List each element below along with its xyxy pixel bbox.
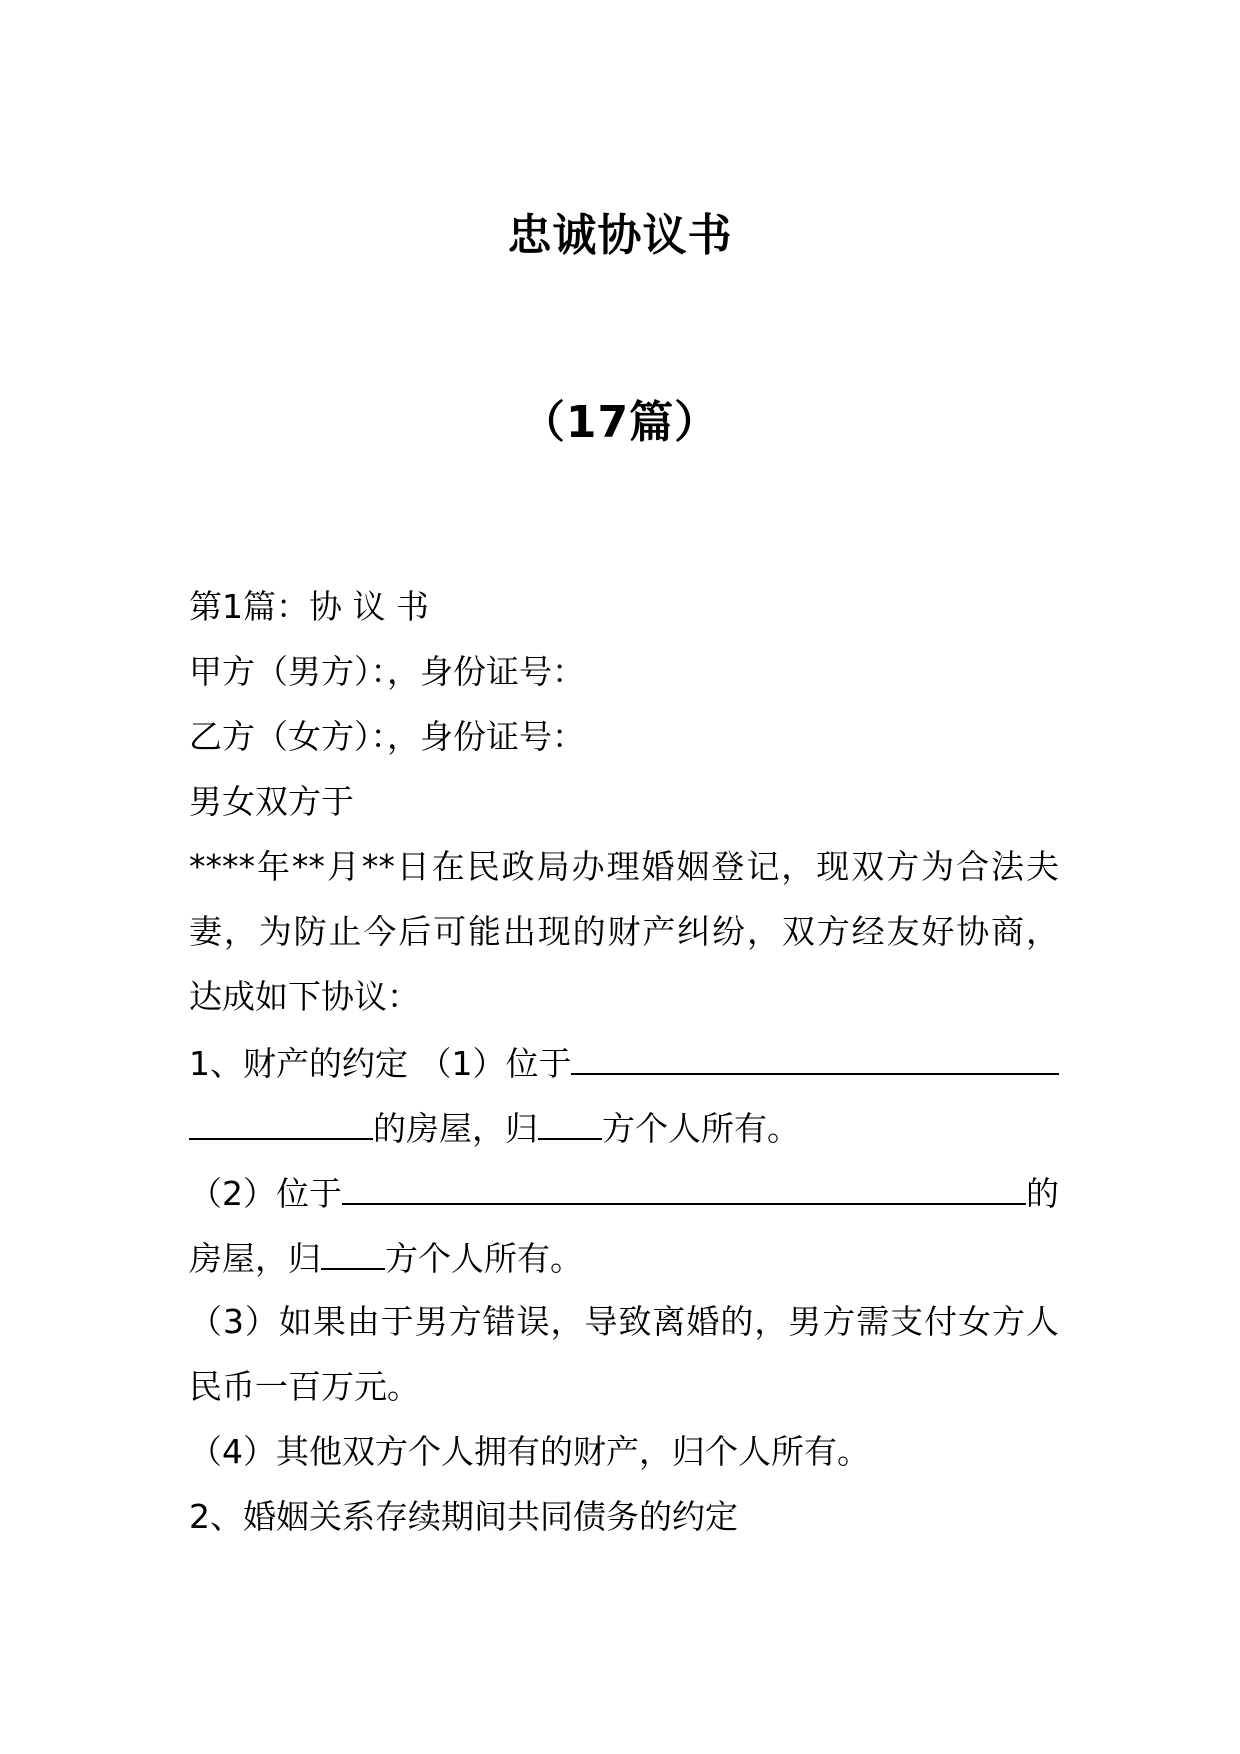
chapter-heading: 第1篇：协 议 书	[189, 587, 429, 626]
item1-cont-end: 方个人所有。	[602, 1109, 800, 1148]
item2-intro: （2）位于	[189, 1174, 342, 1213]
item2-cont: 房屋，归	[189, 1239, 321, 1278]
blank-underline	[342, 1159, 1026, 1205]
section2-heading: 2、婚姻关系存续期间共同债务的约定	[189, 1497, 738, 1536]
item1-cont: 的房屋，归	[373, 1109, 538, 1148]
blank-underline	[538, 1094, 602, 1140]
item1-intro: 1、财产的约定 （1）位于	[189, 1044, 572, 1083]
document-subtitle: （17篇）	[520, 397, 720, 448]
blank-underline	[571, 1029, 1059, 1075]
item3-continuation-line: 民币一百万元。	[189, 1367, 420, 1406]
item2-cont-end: 方个人所有。	[385, 1239, 583, 1278]
paragraph-line: ****年**月**日在民政局办理婚姻登记，现双方为合法夫	[189, 847, 1059, 886]
blank-underline	[189, 1094, 373, 1140]
item2-continuation-line	[189, 1224, 1059, 1289]
party-b-line: 乙方（女方）：，身份证号：	[189, 717, 585, 756]
item2-tail: 的	[1026, 1174, 1059, 1213]
paragraph-line: 达成如下协议：	[189, 977, 420, 1016]
item2-line	[189, 1159, 1059, 1224]
item1-continuation-line	[189, 1094, 1059, 1159]
paragraph-line: 妻，为防止今后可能出现的财产纠纷，双方经友好协商，	[189, 912, 1059, 951]
document-title: 忠诚协议书	[507, 210, 733, 261]
item1-line	[189, 1029, 1059, 1094]
item4-line: （4）其他双方个人拥有的财产，归个人所有。	[189, 1432, 870, 1471]
item3-line: （3）如果由于男方错误，导致离婚的，男方需支付女方人	[189, 1302, 1059, 1341]
both-parties-line: 男女双方于	[189, 782, 354, 821]
document-body	[189, 574, 1059, 1549]
party-a-line: 甲方（男方）：，身份证号：	[189, 652, 585, 691]
blank-underline	[321, 1224, 385, 1270]
